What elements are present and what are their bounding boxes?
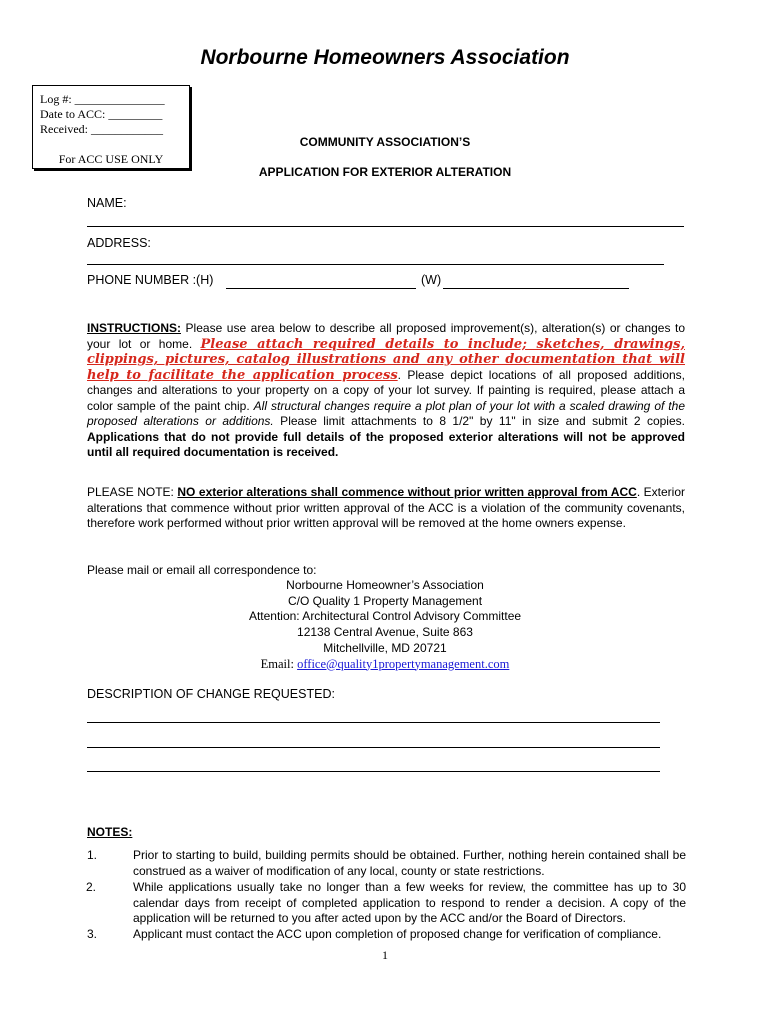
address-line-1: Norbourne Homeowner’s Association [286,578,484,592]
phone-work-label: (W) [421,273,442,287]
address-line-4: 12138 Central Avenue, Suite 863 [297,625,473,640]
received-field: Received: ____________ [40,122,163,136]
note-number: 1. [86,848,97,862]
email-line [0,657,770,673]
document-title: Norbourne Homeowners Association [200,46,570,69]
instructions-required-details: Please attach required details to include; sketches, drawings, clippings, pictures, catalog illustrations and any other documentation that will help to facilitate the application process [87,336,685,383]
please-note-warning: NO exterior alterations shall commence without prior written approval from ACC [177,485,637,499]
note-text: While applications usually take no longer than a few weeks for review, the committee has up to 30 calendar days from receipt of completed application to respond to render a decision. A copy of the application will be returned to you after acted upon by the ACC and/or the Board of Directors. [133,880,686,926]
please-note-paragraph [87,485,685,532]
acc-use-box [32,85,190,169]
instructions-warning: Applications that do not provide full details of the proposed exterior alterations will not be approved until all required documentation is received. [87,429,685,459]
instructions-text-2: . Please depict locations of all proposed additions, changes and alterations to your property on a copy of your lot survey. If painting is required, please attach a color sample of the paint chip. [87,367,685,413]
please-note-text: . Exterior alterations that commence without prior written approval of the ACC is a violation of the community covenants, therefore work performed without prior written approval will be removed at the home owners expense. [87,485,686,530]
name-label: NAME: [87,196,127,210]
instructions-text-1: Please use area below to describe all proposed improvement(s), alteration(s) or changes to your lot or home. [87,321,685,351]
description-label: DESCRIPTION OF CHANGE REQUESTED: [87,687,335,701]
heading-community-association: COMMUNITY ASSOCIATION’S [299,135,471,149]
note-text: Applicant must contact the ACC upon completion of proposed change for verification of compliance. [133,927,662,941]
instructions-structural-note: All structural changes require a plot plan of your lot with a scaled drawing of the proposed alterations or additions. [87,398,685,428]
address-label: ADDRESS: [87,236,151,250]
address-line-3: Attention: Architectural Control Advisory Committee [248,609,522,624]
log-number-field: Log #: _______________ [40,92,165,106]
note-text: Prior to starting to build, building permits should be obtained. Further, nothing herein contained shall be construed as a waiver of modification of any local, county or state restrictions. [133,848,686,878]
note-item [0,880,770,928]
address-line-5: Mitchellville, MD 20721 [323,640,447,655]
name-line[interactable] [87,226,684,227]
acc-use-only-note: For ACC USE ONLY [58,152,164,166]
note-number: 2. [85,880,96,894]
note-item [0,927,770,943]
please-note-label: PLEASE NOTE: [87,485,178,499]
mail-intro: Please mail or email all correspondence to: [87,563,317,577]
note-item [0,848,770,880]
description-line-2[interactable] [87,747,660,748]
note-number: 3. [86,927,97,941]
instructions-text-3: Please limit attachments to 8 1/2" by 11" in size and submit 2 copies. [273,414,685,428]
phone-home-line[interactable] [226,288,416,289]
phone-work-line[interactable] [443,288,629,289]
page-number: 1 [382,948,388,962]
email-link[interactable]: office@quality1propertymanagement.com [297,656,510,671]
notes-label: NOTES: [87,825,133,839]
address-line-2: C/O Quality 1 Property Management [287,593,483,608]
instructions-label: INSTRUCTIONS: [87,321,181,335]
heading-application: APPLICATION FOR EXTERIOR ALTERATION [258,165,512,179]
description-line-1[interactable] [87,722,660,723]
description-line-3[interactable] [87,771,660,772]
address-line[interactable] [87,264,664,265]
instructions-paragraph [87,321,685,461]
email-label: Email: [260,656,298,671]
phone-home-label: PHONE NUMBER :(H) [87,273,214,287]
date-to-acc-field: Date to ACC: _________ [40,107,163,121]
mailing-address-block [0,578,770,672]
